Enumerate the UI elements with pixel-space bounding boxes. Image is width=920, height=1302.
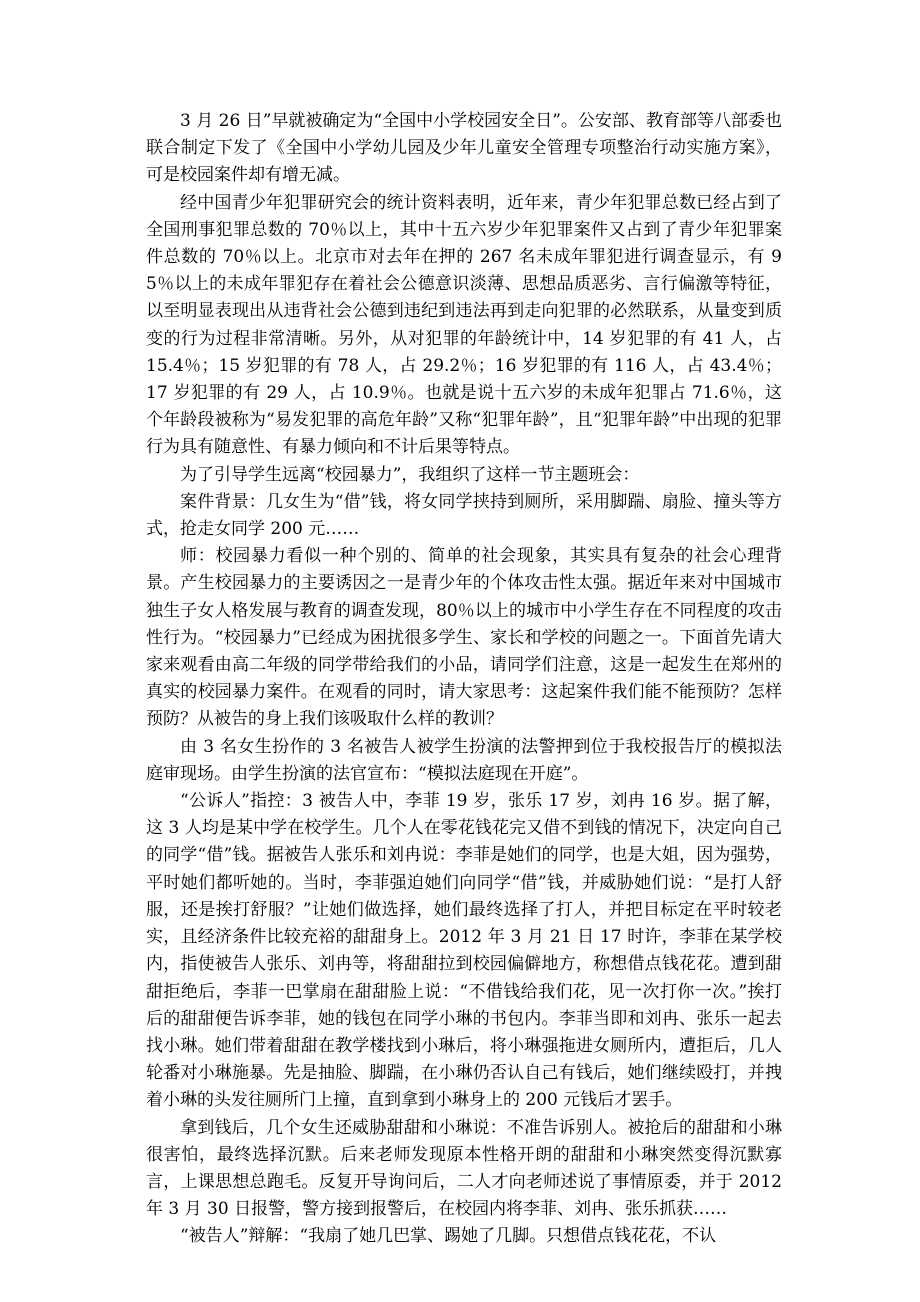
paragraph-class-meeting-intro: 为了引导学生远离“校园暴力”，我组织了这样一节主题班会： [180, 464, 640, 485]
paragraph-crime-statistics: 经中国青少年犯罪研究会的统计资料表明，近年来，青少年犯罪总数已经占到了全国刑事犯罪总数的 70％以上，其中十五六岁少年犯罪案件又占到了青少年犯罪案件总数的 70％以上。北京市对去年在押的 267 名未成年罪犯进行调查显示，有 95％以上的未成年罪犯存在着社会公德意识淡薄、思想品质恶劣、言行偏激等特征，以至明显表现出从违背社会公德到违纪到违法再到走向犯罪的必然联系，从量变到质变的行为过程非常清晰。另外，从对犯罪的年龄统计中，14 岁犯罪的有 41 人，占 15.4％；15 岁犯罪的有 78 人，占 29.2％；16 岁犯罪的有 116 人，占 43.4％；17 岁犯罪的有 29 人，占 10.9％。也就是说十五六岁的未成年犯罪占 71.6％，这个年龄段被称为“易发犯罪的高危年龄”又称“犯罪年龄”，且“犯罪年龄”中出现的犯罪行为具有随意性、有暴力倾向和不计后果等特点。 [146, 192, 782, 458]
paragraph-defense: “被告人”辩解：“我扇了她几巴掌、踢她了几脚。只想借点钱花花，不认 [180, 1226, 717, 1247]
paragraph-safety-day: 3 月 26 日”早就被确定为“全国中小学校园安全日”。公安部、教育部等八部委也联合制定下发了《全国中小学幼儿园及少年儿童安全管理专项整治行动实施方案》，可是校园案件却有增无减。 [146, 111, 782, 186]
paragraph-teacher-remarks: 师：校园暴力看似一种个别的、简单的社会现象，其实具有复杂的社会心理背景。产生校园暴力的主要诱因之一是青少年的个体攻击性太强。据近年来对中国城市独生子女人格发展与教育的调查发现，80％以上的城市中小学生存在不同程度的攻击性行为。“校园暴力”已经成为困扰很多学生、家长和学校的问题之一。下面首先请大家来观看由高二年级的同学带给我们的小品，请同学们注意，这是一起发生在郑州的真实的校园暴力案件。在观看的同时，请大家思考：这起案件我们能不能预防？怎样预防？从被告的身上我们该吸取什么样的教训？ [146, 546, 782, 730]
paragraph-prosecution: “公诉人”指控：3 被告人中，李菲 19 岁，张乐 17 岁，刘冉 16 岁。据了解，这 3 人均是某中学在校学生。几个人在零花钱花完又借不到钱的情况下，决定向自己的同学“借”钱。据被告人张乐和刘冉说：李菲是她们的同学，也是大姐，因为强势，平时她们都听她的。当时，李菲强迫她们向同学“借”钱，并威胁她们说：“是打人舒服，还是挨打舒服？”让她们做选择，她们最终选择了打人，并把目标定在平时较老实，且经济条件比较充裕的甜甜身上。2012 年 3 月 21 日 17 时许，李菲在某学校内，指使被告人张乐、刘冉等，将甜甜拉到校园偏僻地方，称想借点钱花花。遭到甜甜拒绝后，李菲一巴掌扇在甜甜脸上说：“不借钱给我们花，见一次打你一次。”挨打后的甜甜便告诉李菲，她的钱包在同学小琳的书包内。李菲当即和刘冉、张乐一起去找小琳。她们带着甜甜在教学楼找到小琳后，将小琳强拖进女厕所内，遭拒后，几人轮番对小琳施暴。先是抽脸、脚踹，在小琳仍否认自己有钱后，她们继续殴打，并拽着小琳的头发往厕所门上撞，直到拿到小琳身上的 200 元钱后才罢手。 [146, 791, 782, 1111]
paragraph-case-background: 案件背景：几女生为“借”钱，将女同学挟持到厕所，采用脚踹、扇脸、撞头等方式，抢走女同学 200 元…… [146, 491, 782, 540]
document-page [146, 108, 782, 1251]
paragraph-mock-court: 由 3 名女生扮作的 3 名被告人被学生扮演的法警押到位于我校报告厅的模拟法庭审现场。由学生扮演的法官宣布：“模拟法庭现在开庭”。 [146, 736, 782, 784]
paragraph-after-robbery: 拿到钱后，几个女生还威胁甜甜和小琳说：不准告诉别人。被抢后的甜甜和小琳很害怕，最终选择沉默。后来老师发现原本性格开朗的甜甜和小琳突然变得沉默寡言，上课思想总跑毛。反复开导询问后，二人才向老师述说了事情原委，并于 2012 年 3 月 30 日报警，警方接到报警后，在校园内将李菲、刘冉、张乐抓获…… [146, 1117, 782, 1220]
